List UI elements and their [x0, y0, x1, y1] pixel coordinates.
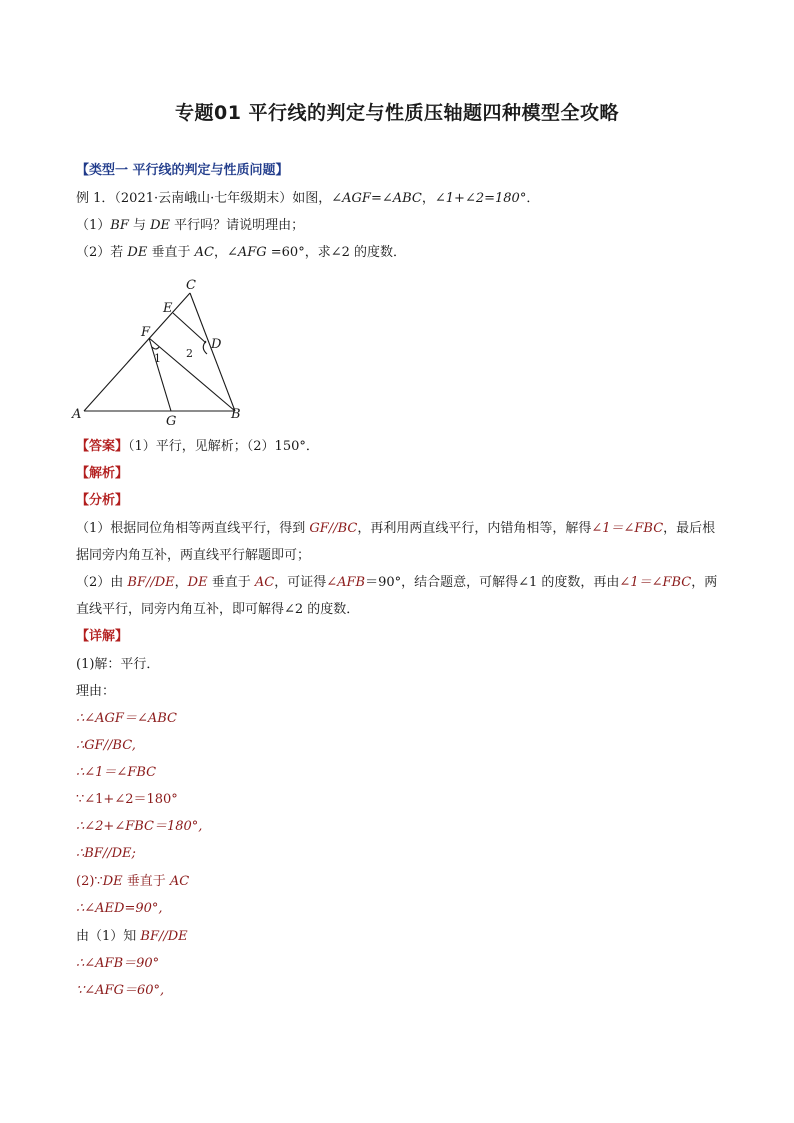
example-statement — [76, 190, 539, 208]
fenxi-p2-h: ∠AFB — [326, 575, 366, 590]
angle-mark-2 — [203, 341, 207, 354]
label-c: C — [186, 278, 196, 293]
fenxi-p2-a: （2）由 — [76, 575, 128, 590]
fenxi-p2-b: BF//DE — [127, 575, 175, 590]
fenxi-p1-a: （1）根据同位角相等两直线平行，得到 — [76, 521, 310, 536]
section-label: 【类型一 平行线的判定与性质问题】 — [76, 163, 289, 178]
fenxi-p2-i: ＝90°，结合题意，可解得∠1 的度数，再由 — [365, 575, 620, 590]
detail-line-5: ∴∠1＝∠FBC — [76, 765, 157, 780]
detail-tag: 【详解】 — [76, 629, 129, 644]
segment-ed — [173, 313, 206, 343]
answer-tag: 【答案】 — [76, 439, 129, 454]
q2-rest: =60°，求∠2 的度数． — [266, 245, 407, 260]
label-a: A — [72, 407, 82, 422]
fenxi-p1-c: ，再利用两直线平行，内错角相等，解得 — [357, 521, 592, 536]
q1-rest: 平行吗？请说明理由； — [170, 218, 305, 233]
example-prefix: 例 1．（2021·云南峨山·七年级期末）如图， — [76, 191, 332, 206]
detail-line-10: ∴∠AED=90°, — [76, 901, 163, 916]
fenxi-p2-g: ，可证得 — [274, 575, 327, 590]
example-cond1: ∠AGF=∠ABC — [331, 191, 422, 206]
example-end: ． — [526, 191, 540, 206]
fenxi-p2-c: ， — [174, 575, 188, 590]
fenxi-p2-f: AC — [254, 575, 275, 590]
answer-text: （1）平行，见解析；（2）150°． — [128, 439, 319, 454]
fenxi-tag: 【分析】 — [76, 493, 129, 508]
q2-num: （2）若 — [76, 245, 128, 260]
q2-perp: 垂直于 — [147, 245, 195, 260]
fenxi-line — [76, 492, 128, 510]
detail-line-12: ∴∠AFB＝90° — [76, 956, 160, 971]
detail-l11-a: 由（1）知 — [76, 929, 141, 944]
question-1 — [76, 217, 304, 235]
detail-line-8: ∴BF//DE; — [76, 846, 136, 861]
detail-line-7: ∴∠2+∠FBC＝180°, — [76, 819, 203, 834]
example-sep: ， — [421, 191, 435, 206]
label-f: F — [141, 325, 151, 340]
fenxi-p1-d: ∠1＝∠FBC — [591, 521, 664, 536]
label-g: G — [166, 414, 177, 429]
example-cond2: ∠1+∠2=180° — [434, 191, 527, 206]
q1-de: DE — [150, 218, 171, 233]
detail-line-2: 理由： — [76, 684, 116, 699]
answer-line — [76, 438, 319, 456]
segment-cb — [190, 293, 235, 411]
fenxi-p2-e: 垂直于 — [207, 575, 255, 590]
segment-fg — [149, 338, 171, 411]
detail-line-3: ∴∠AGF＝∠ABC — [76, 711, 177, 726]
q1-bf: BF — [110, 218, 129, 233]
label-angle-1: 1 — [154, 352, 161, 365]
label-d: D — [211, 337, 222, 352]
label-e: E — [163, 301, 173, 316]
fenxi-p2-j: ∠1＝∠FBC — [619, 575, 692, 590]
fenxi-p2-k: ，两直线平行，同旁内角互补，即可解得∠2 的度数． — [76, 575, 718, 617]
fenxi-p1-e: ，最后根据同旁内角互补，两直线平行解题即可； — [76, 521, 716, 563]
q1-num: （1） — [76, 218, 111, 233]
question-2 — [76, 244, 406, 262]
geometry-figure — [60, 275, 270, 435]
detail-l9-c: 垂直于 — [122, 874, 170, 889]
section-heading — [76, 162, 289, 180]
fenxi-p1-b: GF//BC — [309, 521, 358, 536]
jiexi-tag: 【解析】 — [76, 466, 129, 481]
label-b: B — [231, 407, 241, 422]
q2-comma: ， — [213, 245, 227, 260]
detail-l9-a: (2)∵ — [76, 874, 103, 889]
detail-line-6: ∵∠1+∠2＝180° — [76, 792, 178, 807]
jiexi-line — [76, 465, 128, 483]
detail-line-9 — [76, 873, 189, 891]
fenxi-p2-d: DE — [187, 575, 208, 590]
q2-angle: ∠AFG — [226, 245, 267, 260]
detail-line-13: ∵∠AFG＝60°, — [76, 983, 165, 998]
detail-line-4: ∴GF//BC, — [76, 738, 136, 753]
angle-mark-1 — [152, 347, 159, 349]
detail-l9-b: DE — [102, 874, 123, 889]
q1-and: 与 — [128, 218, 151, 233]
fenxi-paragraph-1 — [76, 515, 726, 569]
detail-l11-b: BF//DE — [140, 929, 188, 944]
fenxi-paragraph-2 — [76, 569, 726, 623]
detail-line-11 — [76, 928, 188, 946]
q2-de: DE — [127, 245, 148, 260]
label-angle-2: 2 — [186, 347, 193, 360]
segment-ac — [84, 293, 190, 411]
detail-line-1: (1)解：平行． — [76, 657, 160, 672]
detail-heading — [76, 628, 128, 646]
q2-ac: AC — [194, 245, 214, 260]
page-title: 专题01 平行线的判定与性质压轴题四种模型全攻略 — [174, 102, 620, 124]
detail-l9-d: AC — [169, 874, 190, 889]
